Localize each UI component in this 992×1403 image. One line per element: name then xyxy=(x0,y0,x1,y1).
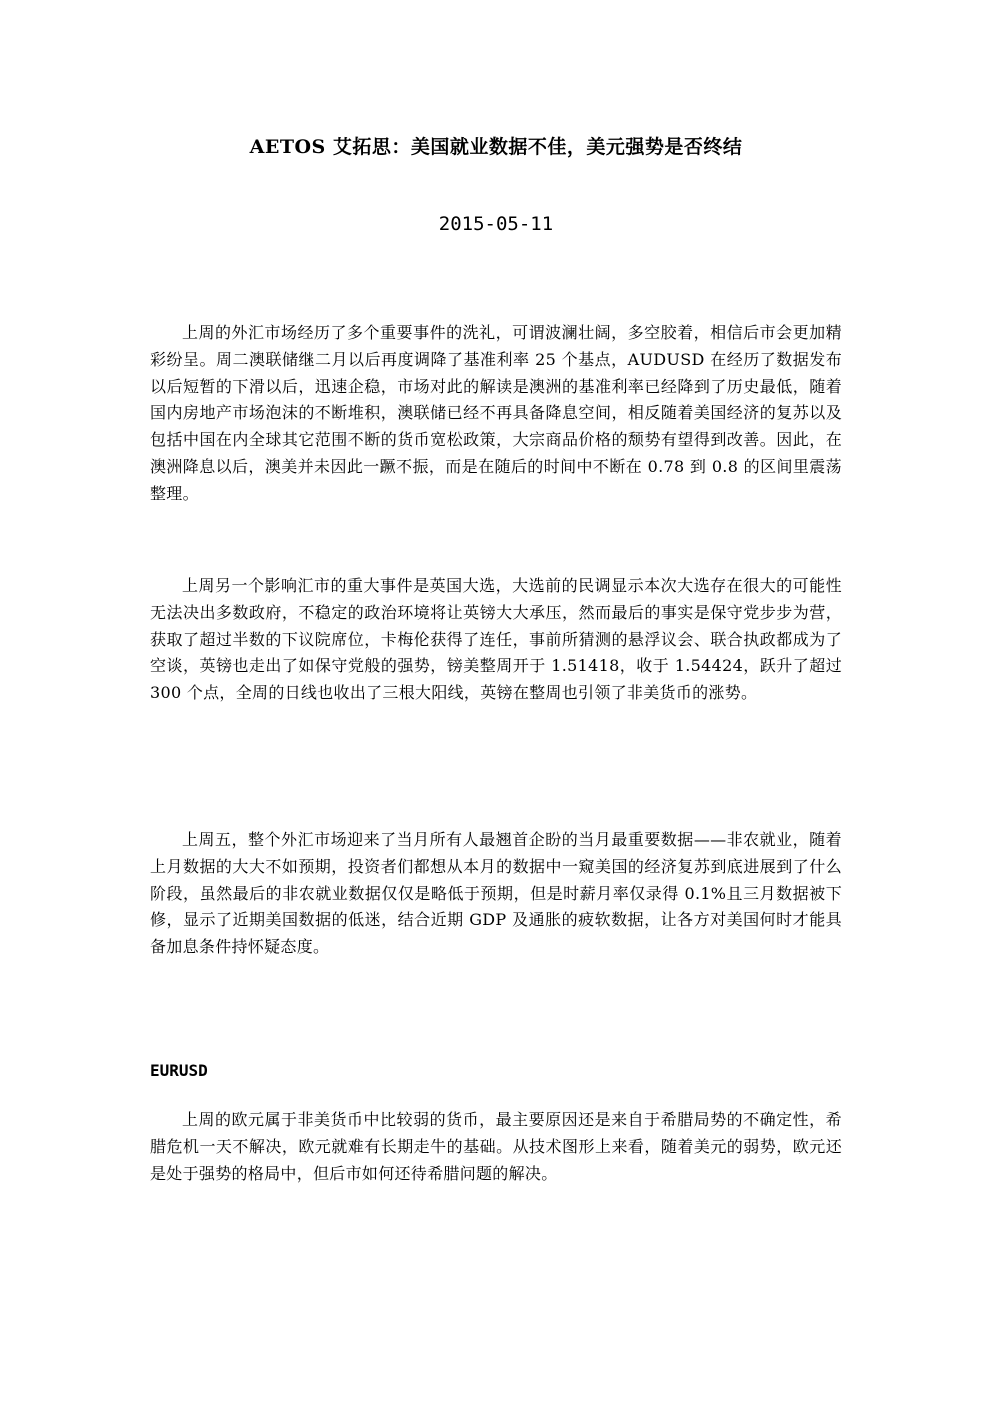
paragraph-eurusd: 上周的欧元属于非美货币中比较弱的货币，最主要原因还是来自于希腊局势的不确定性，希腊危机一天不解决，欧元就难有长期走牛的基础。从技术图形上来看，随着美元的弱势，欧元还是处于强势的格局中，但后市如何还待希腊问题的解决。 xyxy=(150,1110,842,1183)
section-heading-eurusd: EURUSD xyxy=(150,1061,208,1080)
paragraph-aud-rate-cut: 上周的外汇市场经历了多个重要事件的洗礼，可谓波澜壮阔，多空胶着，相信后市会更加精彩纷呈。周二澳联储继二月以后再度调降了基准利率 25 个基点，AUDUSD 在经历了数据发布以后短暂的下滑以后，迅速企稳，市场对此的解读是澳洲的基准利率已经降到了历史最低，随着国内房地产市场泡沫的不断堆积，澳联储已经不再具备降息空间，相反随着美国经济的复苏以及包括中国在内全球其它范围不断的货币宽松政策，大宗商品价格的颓势有望得到改善。因此，在澳洲降息以后，澳美并未因此一蹶不振，而是在随后的时间中不断在 0.78 到 0.8 的区间里震荡整理。 xyxy=(150,323,842,503)
paragraph-nonfarm-payrolls: 上周五，整个外汇市场迎来了当月所有人最翘首企盼的当月最重要数据——非农就业，随着上月数据的大大不如预期，投资者们都想从本月的数据中一窥美国的经济复苏到底进展到了什么阶段，虽然最后的非农就业数据仅仅是略低于预期，但是时薪月率仅录得 0.1%且三月数据被下修，显示了近期美国数据的低迷，结合近期 GDP 及通胀的疲软数据，让各方对美国何时才能具备加息条件持怀疑态度。 xyxy=(150,830,842,957)
document-date: 2015-05-11 xyxy=(438,213,554,235)
document-title: AETOS 艾拓思：美国就业数据不佳，美元强势是否终结 xyxy=(249,136,743,158)
paragraph-uk-election: 上周另一个影响汇市的重大事件是英国大选，大选前的民调显示本次大选存在很大的可能性无法决出多数政府，不稳定的政治环境将让英镑大大承压，然而最后的事实是保守党步步为营，获取了超过半数的下议院席位，卡梅伦获得了连任，事前所猜测的悬浮议会、联合执政都成为了空谈，英镑也走出了如保守党般的强势，镑美整周开于 1.51418，收于 1.54424，跃升了超过 300 个点，全周的日线也收出了三根大阳线，英镑在整周也引领了非美货币的涨势。 xyxy=(150,576,842,703)
